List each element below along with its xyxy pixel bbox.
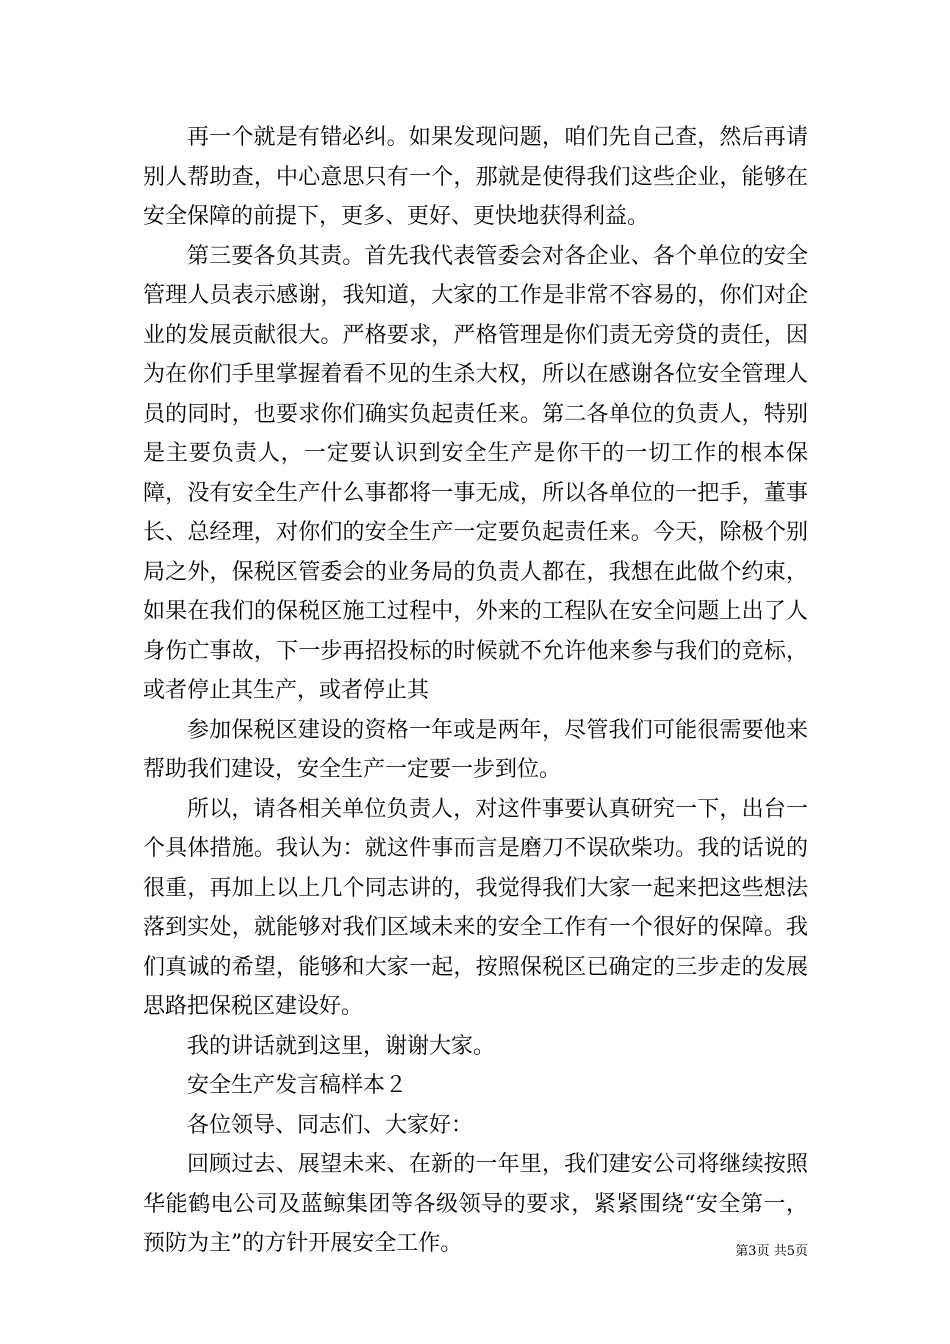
footer-current-page: 3 <box>748 1244 757 1259</box>
document-body <box>143 118 808 1264</box>
page-footer <box>0 1243 808 1261</box>
paragraph-greeting: 各位领导、同志们、大家好： <box>187 1112 474 1138</box>
paragraph-closing: 我的讲话就到这里，谢谢大家。 <box>187 1033 496 1059</box>
paragraph-responsibility: 第三要各负其责。首先我代表管委会对各企业、各个单位的安全管理人员表示感谢，我知道，大家的工作是非常不容易的，你们对企业的发展贡献很大。严格要求，严格管理是你们责无旁贷的责任，因为在你们手里掌握着看不见的生杀大权，所以在感谢各位安全管理人员的同时，也要求你们确实负起责任来。第二各单位的负责人，特别是主要负责人，一定要认识到安全生产是你干的一切工作的根本保障，没有安全生产什么事都将一事无成，所以各单位的一把手，董事长、总经理，对你们的安全生产一定要负起责任来。今天，除极个别局之外，保税区管委会的业务局的负责人都在，我想在此做个约束，如果在我们的保税区施工过程中，外来的工程队在安全问题上出了人身伤亡事故，下一步再招投标的时候就不允许他来参与我们的竞标，或者停止其生产，或者停止其 <box>143 243 808 703</box>
footer-total-pages: 5 <box>786 1244 795 1259</box>
footer-suffix: 页 <box>794 1244 808 1259</box>
paragraph-review: 回顾过去、展望未来、在新的一年里，我们建安公司将继续按照华能鹤电公司及蓝鲸集团等各级领导的要求，紧紧围绕“安全第一，预防为主”的方针开展安全工作。 <box>143 1152 808 1256</box>
paragraph-qualification: 参加保税区建设的资格一年或是两年，尽管我们可能很需要他来帮助我们建设，安全生产一定要一步到位。 <box>143 717 808 782</box>
paragraph-error-correction: 再一个就是有错必纠。如果发现问题，咱们先自己查，然后再请别人帮助查，中心意思只有一个，那就是使得我们这些企业，能够在安全保障的前提下，更多、更好、更快地获得利益。 <box>143 125 808 229</box>
section-title: 安全生产发言稿样本２ <box>187 1073 408 1098</box>
footer-prefix: 第 <box>735 1244 749 1259</box>
footer-middle: 页 共 <box>756 1244 787 1259</box>
paragraph-measures: 所以，请各相关单位负责人，对这件事要认真研究一下，出台一个具体措施。我认为：就这件事而言是磨刀不误砍柴功。我的话说的很重，再加上以上几个同志讲的，我觉得我们大家一起来把这些想法落到实处，就能够对我们区域未来的安全工作有一个很好的保障。我们真诚的希望，能够和大家一起，按照保税区已确定的三步走的发展思路把保税区建设好。 <box>143 796 808 1019</box>
